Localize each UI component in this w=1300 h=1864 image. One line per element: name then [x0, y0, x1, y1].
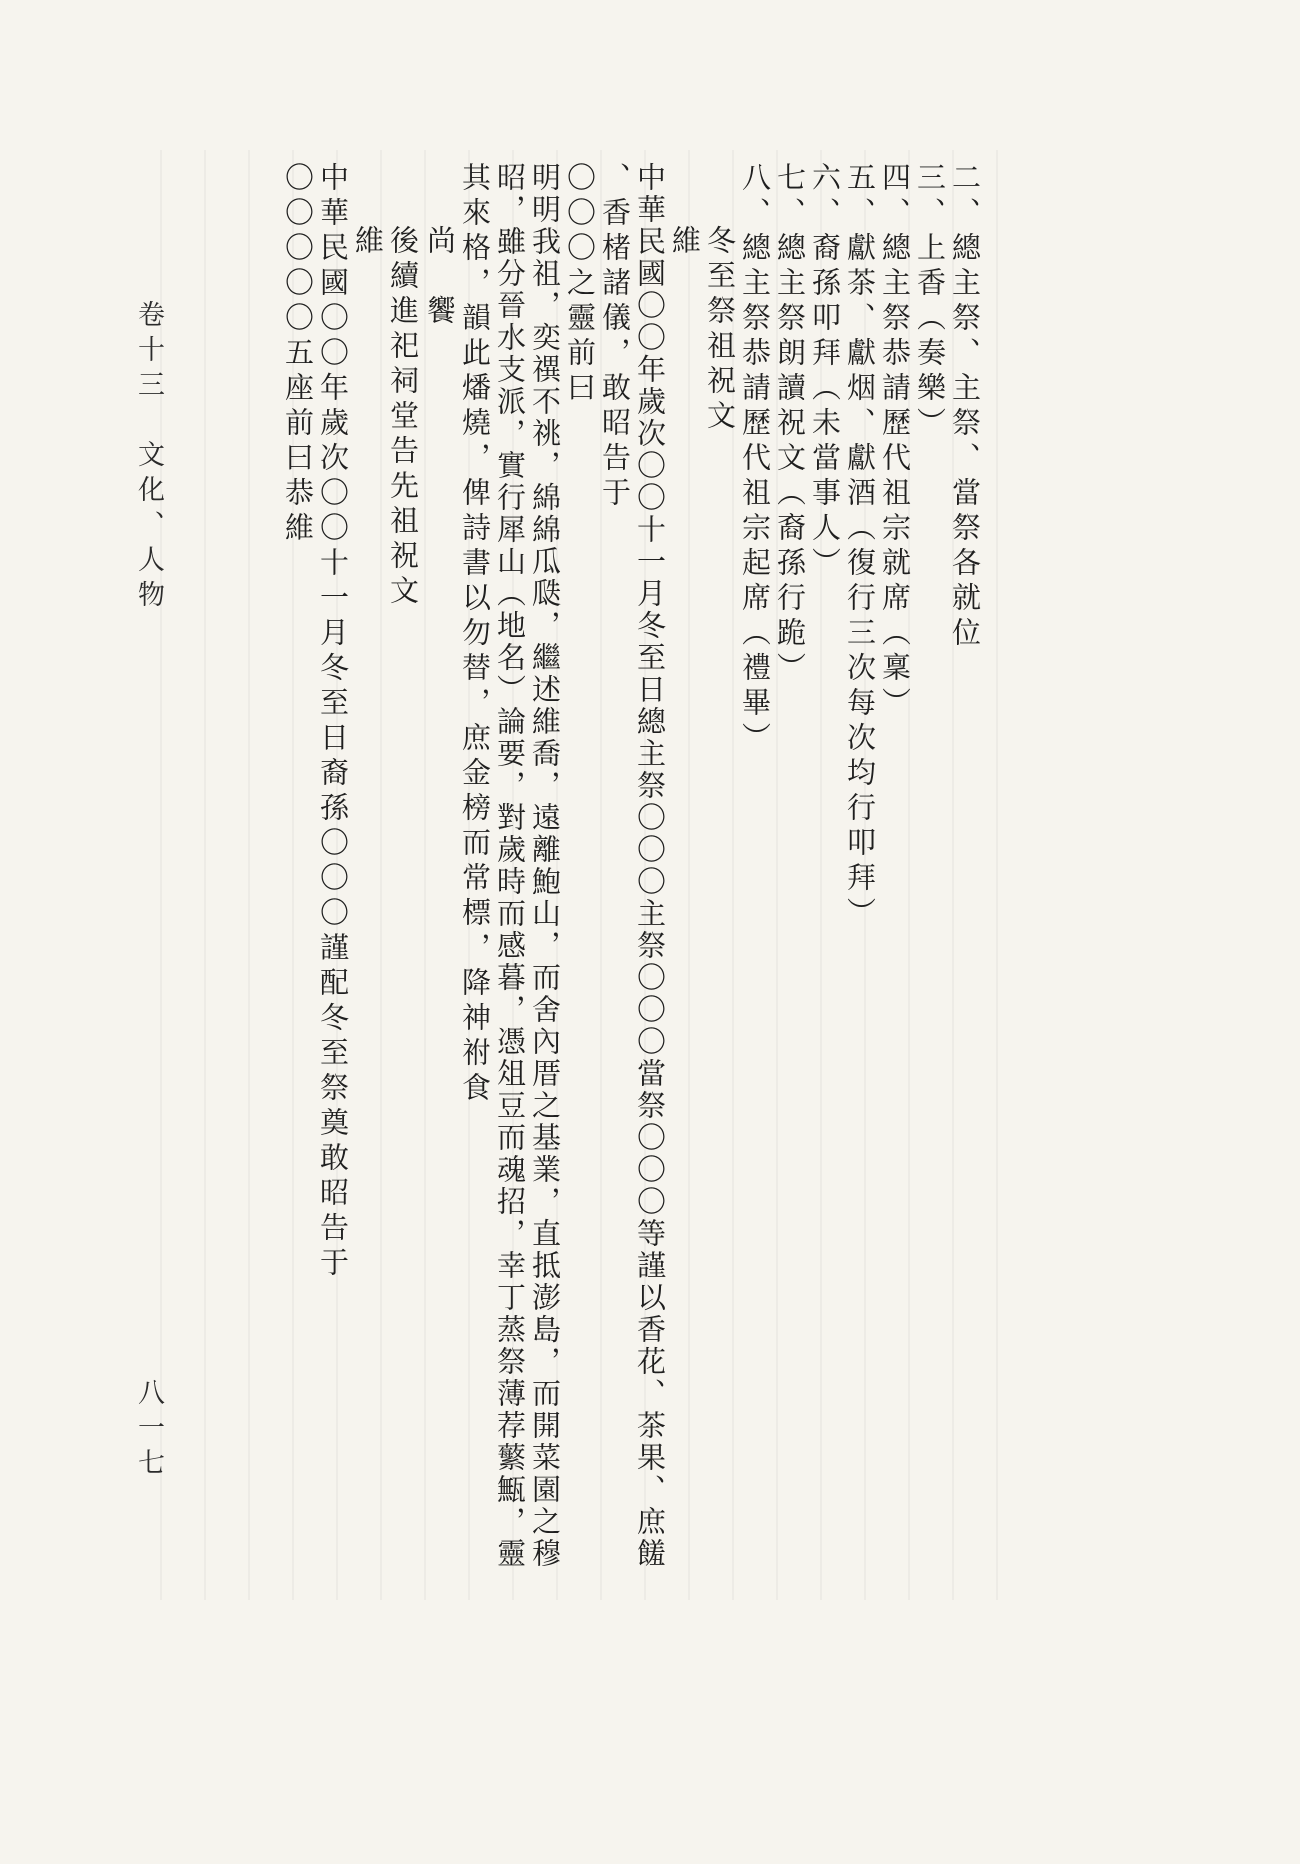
prayer-line-3: 〇〇〇之靈前曰 — [563, 162, 597, 407]
rite-step-8: 八、總主祭恭請歷代祖宗起席（禮畢） — [738, 162, 772, 757]
rite-step-4: 四、總主祭恭請歷代祖宗就席（稟） — [878, 162, 912, 722]
section-heading-winter-solstice: 冬至祭祖祝文 — [703, 225, 737, 435]
rite-step-6: 六、裔孫叩拜（未當事人） — [808, 162, 842, 582]
section-heading-ancestral-hall: 後續進祀祠堂告先祖祝文 — [386, 225, 420, 610]
prayer-line-5: 昭，雖分晉水支派，實行犀山（地名）論要，對歲時而感暮，憑俎豆而魂招，幸丁蒸祭薄荐蘩甒，靈 — [493, 162, 527, 1570]
opening-word-2: 維 — [351, 225, 385, 260]
rite-step-7: 七、總主祭朗讀祝文（裔孫行跪） — [773, 162, 807, 687]
opening-word: 維 — [668, 225, 702, 260]
prayer-line-2: 、香楮諸儀，敢昭告于 — [598, 162, 632, 512]
prayer2-line-2: 〇〇〇〇〇五座前曰恭維 — [281, 162, 315, 547]
prayer2-line-1: 中華民國〇〇年歲次〇〇十一月冬至日裔孫〇〇〇謹配冬至祭奠敢昭告于 — [316, 162, 350, 1282]
rite-step-3: 三、上香（奏樂） — [913, 162, 947, 442]
prayer-line-1: 中華民國〇〇年歲次〇〇十一月冬至日總主祭〇〇〇主祭〇〇〇當祭〇〇〇等謹以香花、茶果、庶饈 — [633, 162, 667, 1570]
prayer-line-4: 明明我祖，奕禩不祧，綿綿瓜瓞，繼述維喬，遠離鮑山，而舍內厝之基業，直抵澎島，而開菜園之穆 — [528, 162, 562, 1570]
rite-step-2: 二、總主祭、主祭、當祭各就位 — [948, 162, 982, 652]
prayer-line-6: 其來格，韻此燔燒，俾詩書以勿替，庶金榜而常標，降神祔食 — [458, 162, 492, 1107]
prayer-closing: 尚 饗 — [423, 225, 457, 330]
rite-step-5: 五、獻茶、獻烟、獻酒（復行三次每次均行叩拜） — [843, 162, 877, 932]
volume-title: 卷十三 文化、人物 — [133, 300, 164, 615]
page-number: 八一七 — [133, 1378, 164, 1483]
